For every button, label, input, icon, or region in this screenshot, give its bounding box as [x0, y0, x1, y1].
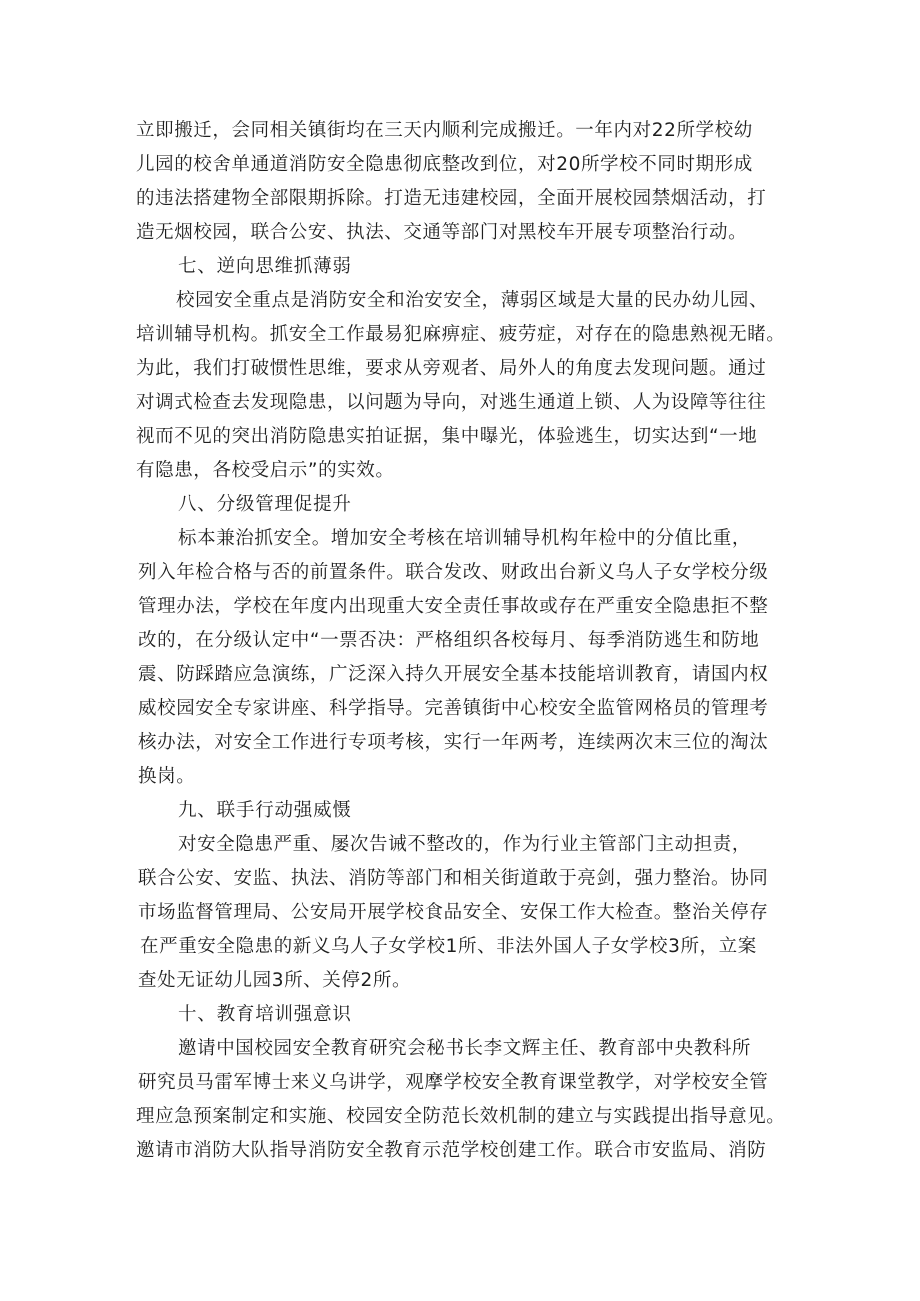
paragraph-line: 威校园安全专家讲座、科学指导。完善镇街中心校安全监管网格员的管理考: [138, 698, 769, 719]
paragraph-line: 邀请市消防大队指导消防安全教育示范学校创建工作。联合市安监局、消防: [136, 1140, 767, 1161]
paragraph-line: 立即搬迁，会同相关镇街均在三天内顺利完成搬迁。一年内对22所学校幼: [136, 120, 753, 141]
paragraph-line: 震、防踩踏应急演练，广泛深入持久开展安全基本技能培训教育，请国内权: [138, 664, 769, 685]
paragraph-line: 联合公安、安监、执法、消防等部门和相关街道敢于亮剑，强力整治。协同: [138, 868, 769, 889]
paragraph-line: 标本兼治抓安全。增加安全考核在培训辅导机构年检中的分值比重，: [178, 528, 752, 549]
paragraph-line: 对安全隐患严重、屡次告诫不整改的，作为行业主管部门主动担责，: [178, 834, 752, 855]
paragraph-line: 邀请中国校园安全教育研究会秘书长李文辉主任、教育部中央教科所: [178, 1038, 752, 1059]
paragraph-line: 的违法搭建物全部限期拆除。打造无违建校园，全面开展校园禁烟活动，打: [136, 188, 767, 209]
paragraph-line: 为此，我们打破惯性思维，要求从旁观者、局外人的角度去发现问题。通过: [136, 358, 767, 379]
paragraph-line: 对调式检查去发现隐患，以问题为导向，对逃生通道上锁、人为设障等往往: [136, 392, 767, 413]
paragraph-line: 在严重安全隐患的新义乌人子女学校1所、非法外国人子女学校3所，立案: [140, 936, 757, 957]
section-heading-8: 八、分级管理促提升: [178, 494, 352, 515]
paragraph-line: 校园安全重点是消防安全和治安安全，薄弱区域是大量的民办幼儿园、: [176, 290, 769, 311]
section-heading-9: 九、联手行动强威慑: [178, 800, 352, 821]
paragraph-line: 换岗。: [138, 766, 196, 787]
paragraph-line: 视而不见的突出消防隐患实拍证据，集中曝光，体验逃生，切实达到“一地: [136, 426, 758, 447]
paragraph-line: 管理办法，学校在年度内出现重大安全责任事故或存在严重安全隐患拒不整: [138, 596, 769, 617]
paragraph-line: 查处无证幼儿园3所、关停2所。: [138, 970, 412, 991]
paragraph-line: 有隐患，各校受启示”的实效。: [136, 460, 395, 481]
paragraph-line: 列入年检合格与否的前置条件。联合发改、财政出台新义乌人子女学校分级: [138, 562, 769, 583]
paragraph-line: 儿园的校舍单通道消防安全隐患彻底整改到位，对20所学校不同时期形成: [136, 154, 753, 175]
paragraph-line: 培训辅导机构。抓安全工作最易犯麻痹症、疲劳症，对存在的隐患熟视无睹。: [136, 324, 786, 345]
paragraph-line: 研究员马雷军博士来义乌讲学，观摩学校安全教育课堂教学，对学校安全管: [138, 1072, 769, 1093]
paragraph-line: 改的，在分级认定中“一票否决：严格组织各校每月、每季消防逃生和防地: [138, 630, 760, 651]
paragraph-line: 理应急预案制定和实施、校园安全防范长效机制的建立与实践提出指导意见。: [136, 1106, 786, 1127]
paragraph-line: 核办法，对安全工作进行专项考核，实行一年两考，连续两次末三位的淘汰: [138, 732, 769, 753]
paragraph-line: 造无烟校园，联合公安、执法、交通等部门对黑校车开展专项整治行动。: [136, 222, 748, 243]
section-heading-10: 十、教育培训强意识: [178, 1004, 352, 1025]
section-heading-7: 七、逆向思维抓薄弱: [178, 256, 352, 277]
paragraph-line: 市场监督管理局、公安局开展学校食品安全、安保工作大检查。整治关停存: [138, 902, 769, 923]
